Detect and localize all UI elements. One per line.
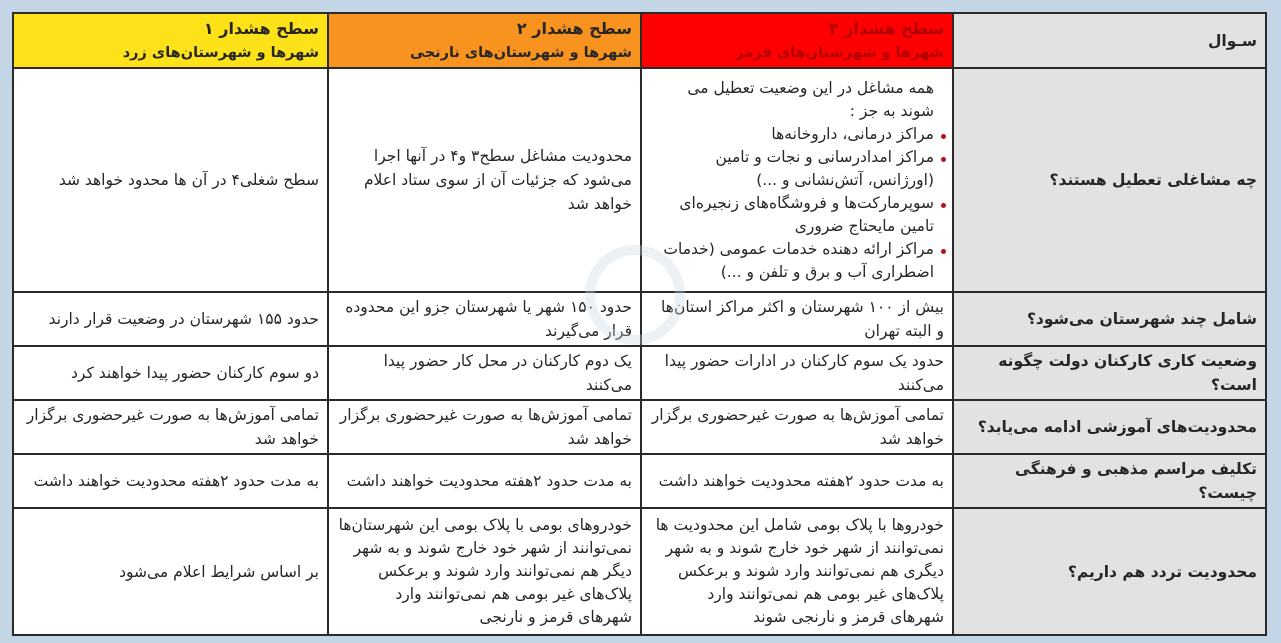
question-cell: تکلیف مراسم مذهبی و فرهنگی چیست؟ <box>953 454 1266 508</box>
answer-cell-level-2: خودروهای بومی با پلاک بومی این شهرستان‌ها نمی‌توانند از شهر خود خارج شوند و به شهر دیگر هم نمی‌توانند وارد شوند و برعکس پلاک‌های غیر بومی هم نمی‌توانند وارد شهرهای قرمز و نارنجی <box>328 508 641 635</box>
answer-cell-level-1: بر اساس شرایط اعلام می‌شود <box>13 508 328 635</box>
answer-cell-level-1: سطح شغلی۴ در آن ها محدود خواهد شد <box>13 68 328 292</box>
header-level-1-subtitle: شهرها و شهرستان‌های زرد <box>122 44 319 61</box>
header-level-2-title: سطح هشدار ۲ <box>516 18 632 38</box>
bullet-icon <box>941 203 946 208</box>
list-item <box>650 146 944 192</box>
header-level-3-title: سطح هشدار ۳ <box>828 18 944 38</box>
header-alert-level-3 <box>641 13 953 68</box>
alert-levels-document <box>12 12 1265 630</box>
table-row <box>13 346 1266 400</box>
bullet-icon <box>941 249 946 254</box>
question-cell: محدودیت‌های آموزشی ادامه می‌یابد؟ <box>953 400 1266 454</box>
answer-cell-level-3 <box>641 68 953 292</box>
table-row <box>13 400 1266 454</box>
answer-cell-level-1: تمامی آموزش‌ها به صورت غیرحضوری برگزار خواهد شد <box>13 400 328 454</box>
answer-cell-level-3: به مدت حدود ۲هفته محدودیت خواهند داشت <box>641 454 953 508</box>
alert-levels-table <box>12 12 1267 636</box>
question-cell: شامل چند شهرستان می‌شود؟ <box>953 292 1266 346</box>
list-item-text: مراکز ارائه دهنده خدمات عمومی (خدمات اضطراری آب و برق و تلفن و ...) <box>663 239 934 281</box>
header-level-3-subtitle: شهرها و شهرستان‌های قرمز <box>735 44 944 61</box>
answer-cell-level-1: به مدت حدود ۲هفته محدودیت خواهند داشت <box>13 454 328 508</box>
question-cell: وضعیت کاری کارکنان دولت چگونه است؟ <box>953 346 1266 400</box>
header-alert-level-1 <box>13 13 328 68</box>
list-item-text: مراکز درمانی، داروخانه‌ها <box>771 124 934 143</box>
answer-cell-level-2: به مدت حدود ۲هفته محدودیت خواهند داشت <box>328 454 641 508</box>
header-level-1-title: سطح هشدار ۱ <box>203 18 319 38</box>
question-cell: چه مشاغلی تعطیل هستند؟ <box>953 68 1266 292</box>
answer-cell-level-1: حدود ۱۵۵ شهرستان در وضعیت قرار دارند <box>13 292 328 346</box>
header-question: سـوال <box>953 13 1266 68</box>
answer-cell-level-2: حدود ۱۵۰ شهر یا شهرستان جزو این محدوده قرار می‌گیرند <box>328 292 641 346</box>
list-item <box>650 238 944 284</box>
table-row <box>13 508 1266 635</box>
bullet-icon <box>941 157 946 162</box>
answer-intro: همه مشاغل در این وضعیت تعطیل می شوند به جز : <box>687 78 934 120</box>
exception-list <box>650 123 944 284</box>
answer-cell-level-3: بیش از ۱۰۰ شهرستان و اکثر مراکز استان‌ها و البته تهران <box>641 292 953 346</box>
table-row <box>13 292 1266 346</box>
question-cell: محدودیت تردد هم داریم؟ <box>953 508 1266 635</box>
answer-cell-level-2: یک دوم کارکنان در محل کار حضور پیدا می‌کنند <box>328 346 641 400</box>
bullet-icon <box>941 134 946 139</box>
answer-cell-level-3: تمامی آموزش‌ها به صورت غیرحضوری برگزار خواهد شد <box>641 400 953 454</box>
table-row <box>13 454 1266 508</box>
header-row <box>13 13 1266 68</box>
answer-cell-level-3: خودروها با پلاک بومی شامل این محدودیت ها نمی‌توانند از شهر خود خارج شوند و به شهر دیگری هم نمی‌توانند وارد شوند و برعکس پلاک‌های غیر بومی هم نمی‌توانند وارد شهرهای قرمز و نارنجی شوند <box>641 508 953 635</box>
answer-cell-level-2: محدودیت مشاغل سطح۳ و۴ در آنها اجرا می‌شود که جزئیات آن از سوی ستاد اعلام خواهد شد <box>328 68 641 292</box>
list-item <box>650 123 944 146</box>
header-level-2-subtitle: شهرها و شهرستان‌های نارنجی <box>410 44 632 61</box>
list-item <box>650 192 944 238</box>
answer-cell-level-1: دو سوم کارکنان حضور پیدا خواهند کرد <box>13 346 328 400</box>
list-item-text: سوپرمارکت‌ها و فروشگاه‌های زنجیره‌ای تامین مایحتاج ضروری <box>679 193 934 235</box>
table-row <box>13 68 1266 292</box>
answer-cell-level-3: حدود یک سوم کارکنان در ادارات حضور پیدا می‌کنند <box>641 346 953 400</box>
header-alert-level-2 <box>328 13 641 68</box>
answer-cell-level-2: تمامی آموزش‌ها به صورت غیرحضوری برگزار خواهد شد <box>328 400 641 454</box>
list-item-text: مراکز امدادرسانی و نجات و تامین (اورژانس، آتش‌نشانی و ...) <box>715 147 934 189</box>
